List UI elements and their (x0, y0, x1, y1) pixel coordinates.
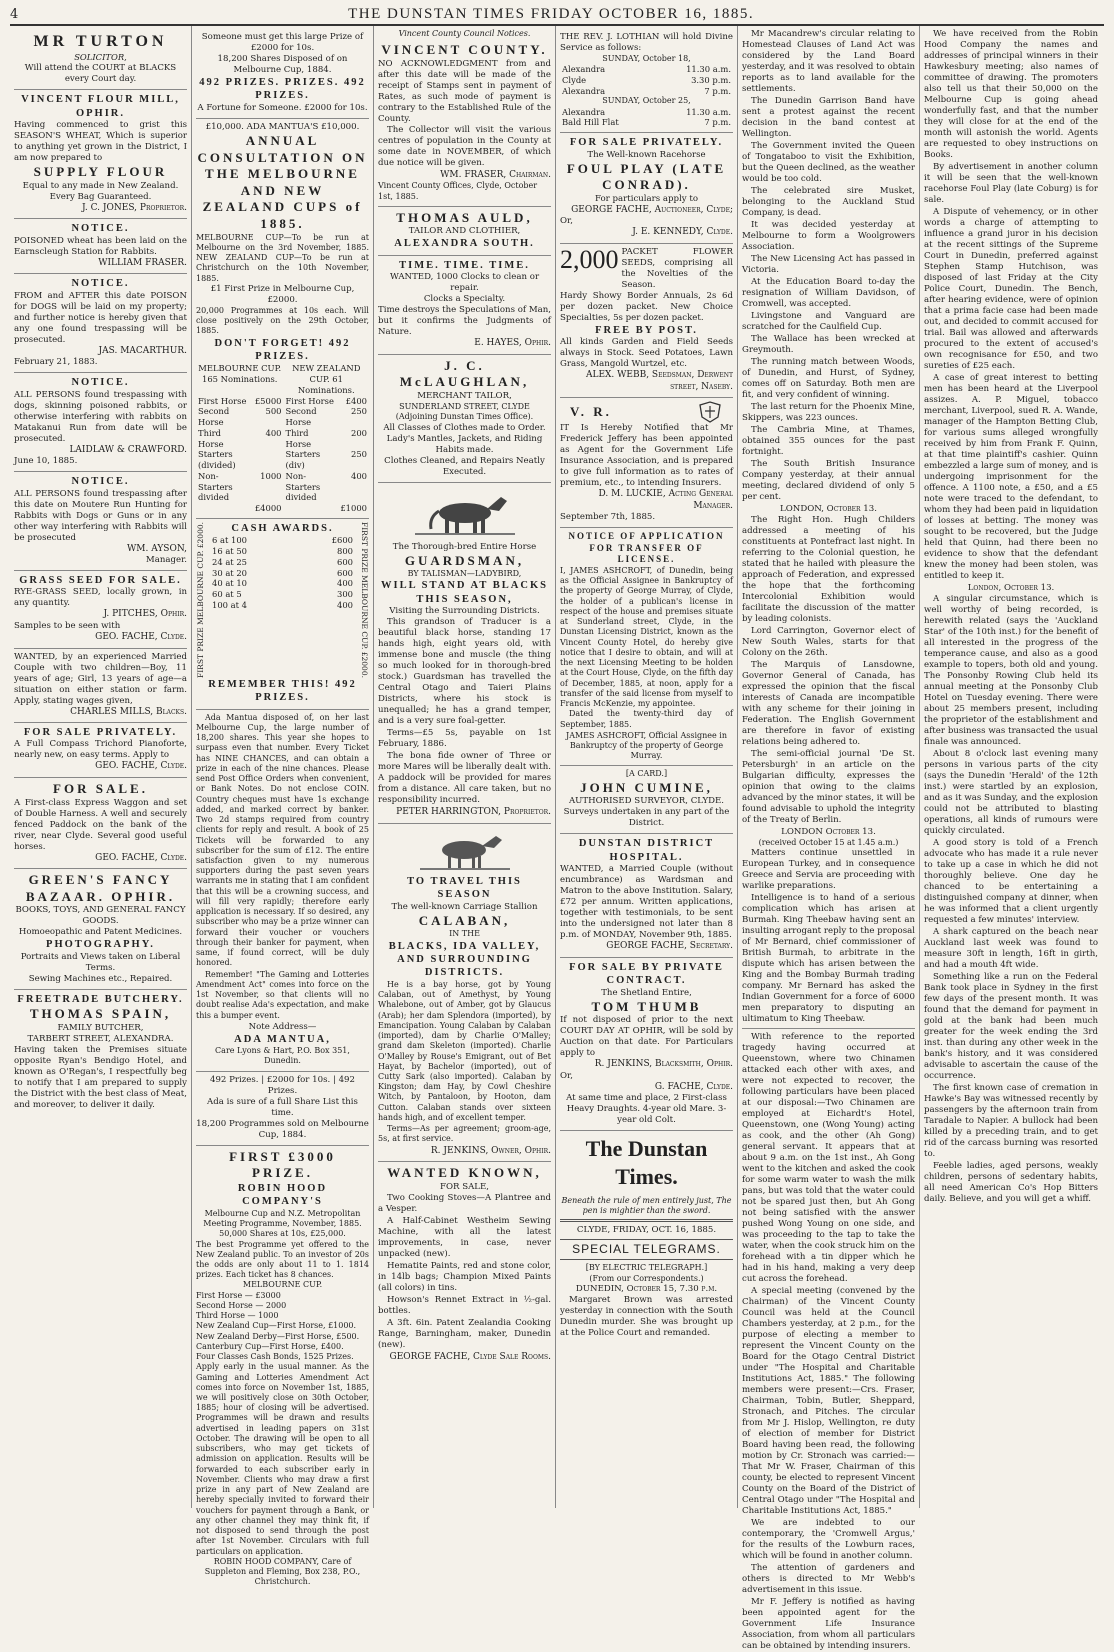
table-row: 16 at 50 800 (212, 546, 353, 557)
ad-body: He is a bay horse, got by Young Calaban, out of Amethyst, by Young Whalebone, out of Amber, got by Glaucus (Arab); her dam Splendora (imported), by Emancipation. Young Calaban by Calaban (imported), dam by Charlie O'Malley; grand dam Skeleton (imported). Charlie O'Malley by Rouse's Emigrant, out of Bet Hayat, by Bachelor (imported), out of Cutty Sark (also imported). Calaban by Kingston; dam Hay, by Cowl Cheshire Witch, by Pantaloon, by Hooton, dam Cutton. Calaban stands over sixteen hands high, and of excellent temper. (378, 979, 551, 1122)
table-row: Third Horse 400 Third Horse 200 (198, 427, 367, 449)
ad-heading: CASH AWARDS. (231, 522, 334, 534)
ad-line: SUNDERLAND STREET, CLYDE (Adjoining Dunstan Times Office). (395, 402, 534, 422)
ad-line: BOOKS, TOYS, AND GENERAL FANCY GOODS. (15, 905, 186, 927)
ad-line: Care Lyons & Hart, P.O. Box 351, Dunedin. (215, 1046, 350, 1066)
ad-turton (14, 29, 187, 90)
news-paragraph: The South British Insurance Company yesterday, at their annual meeting, declared dividend of only 5 per cent. (742, 459, 915, 502)
editorial-head (560, 1131, 733, 1339)
ad-signature: PETER HARRINGTON, Proprietor. (396, 807, 551, 818)
ad-signature: J. PITCHES, Ophir. (103, 609, 187, 620)
table-header: NEW ZEALAND CUP. 61 Nominations. (292, 363, 361, 395)
ad-body: If not disposed of prior to the next COURT DAY AT OPHIR, will be sold by Auction on that date. For Particulars apply to (560, 1015, 733, 1059)
ad-heading: FOR SALE PRIVATELY. (23, 727, 178, 739)
table-row: 100 at 4 400 (212, 599, 353, 610)
ad-body: Having commenced to grist this SEASON'S WHEAT, Which is superior to anything yet grown in the District, I am now prepared to (14, 120, 187, 164)
ad-hospital (560, 834, 733, 957)
news-paragraph: The Marquis of Lansdowne, Governor General of Canada, has expressed the opinion that the fiscal interests of Canada are incompatible with any scheme for their joining in Federation. The English Government are therefore in favor of existing relations being adhered to. (742, 660, 915, 747)
ad-big-number: 2,000 (560, 244, 619, 274)
ad-signature: E. HAYES, Ophir. (474, 338, 551, 349)
ad-subheading: The well-known Carriage Stallion (391, 901, 538, 912)
ad-line: Canterbury Cup—First Horse, £400. (196, 1341, 344, 1351)
ad-subheading: Clocks a Specialty. (423, 294, 506, 305)
ad-signature: WILLIAM FRASER. (98, 257, 187, 268)
ad-signature: J. C. JONES, Proprietor. (81, 202, 187, 213)
ad-heading: V. R. (570, 404, 612, 420)
ad-body: ALL PERSONS found trespassing after this date on Moutere Run Hunting for Rabbits with Dogs or Guns or in any other way interfering with Rabbits will be prosecuted (14, 488, 187, 543)
dateline: London, October 13. (967, 583, 1055, 593)
ad-subheading: FAMILY BUTCHER, (57, 1022, 144, 1033)
ad-body: All kinds Garden and Field Seeds always in Stock. Seed Potatoes, Lawn Grass, Mangold Wurtzel, etc. (560, 337, 733, 370)
ad-heading: CALABAN, (418, 912, 511, 928)
ad-clocks (378, 256, 551, 355)
ad-line: MELBOURNE CUP. (242, 1280, 323, 1290)
ad-date: Vincent County Offices, Clyde, October 1st, 1885. (378, 181, 538, 201)
ad-line: Or, (560, 1070, 573, 1081)
ad-body: WANTED, 1000 Clocks to clean or repair. (389, 272, 540, 294)
list-item: A 3ft. 6in. Patent Zealandia Cooking Range, Barningham, maker, Dunedin (new). (378, 1317, 551, 1350)
column-4 (556, 26, 738, 1508)
ad-heading: THOMAS AULD, (396, 209, 533, 225)
ad-piano-sale (14, 723, 187, 778)
ad-heading: ANNUAL CONSULTATION ON THE MELBOURNE AND NEW ZEALAND CUPS of 1885. (197, 132, 368, 231)
ad-subheading: SUNDAY, October 18, (602, 54, 691, 63)
ad-vincent-county (378, 39, 551, 207)
ad-heading: NOTICE. (71, 223, 130, 235)
list-item: Two Cooking Stoves—A Plantree and a Vesper. (378, 1192, 551, 1214)
ad-line: New Zealand Derby—First Horse, £500. (196, 1331, 360, 1341)
ad-subheading: BY TALISMAN—LADYBIRD, (407, 569, 522, 579)
notice-trespass-matakanui (14, 373, 187, 472)
ad-signature: R. JENKINS, Blacksmith, Ophir. (594, 1059, 733, 1070)
ad-heading: NOTICE OF APPLICATION FOR TRANSFER OF LICENSE. (568, 531, 725, 565)
page-number: 4 (10, 7, 19, 22)
news-paragraph: The running match between Woods, of Dunedin, and Hurst, of Sydney, comes off on Saturday. Both men are fit, and very confident of winning. (742, 357, 915, 400)
ad-signature: ROBIN HOOD COMPANY, Care of Suppleton and Fleming, Box 238, P.O., Christchurch. (204, 1556, 361, 1587)
ad-life-insurance (560, 398, 733, 528)
ad-line: Second Horse — 2000 (196, 1300, 287, 1310)
ad-heading: ROBIN HOOD COMPANY'S (237, 1182, 328, 1208)
news-paragraph: The attention of gardeners and others is directed to Mr Webb's advertisement in this issue. (742, 1563, 915, 1596)
ad-heading: 492 PRIZES. PRIZES. 492 PRIZES. (199, 77, 366, 102)
table-row: 30 at 20 600 (212, 567, 353, 578)
news-paragraph: Something like a run on the Federal Bank took place in Sydney in the first few days of the present month. It was found that the demand for payment in gold at the bank had been much greater for the week ending the 3rd inst. than during any other week in the bank's history, and it was considered advisable to ascertain the cause of the occurrence. (924, 972, 1098, 1081)
notice-poison-wheat (14, 219, 187, 274)
crest-icon (697, 401, 723, 423)
ad-body: Time destroys the Speculations of Man, but it confirms the Judgments of Nature. (378, 305, 552, 338)
ad-tom-thumb (560, 958, 733, 1132)
table-row: First Horse £5000 First Horse £400 (198, 395, 367, 406)
paper-dateline: CLYDE, FRIDAY, OCT. 16, 1885. (576, 1225, 717, 1235)
side-label: FIRST PRIZE MELBOURNE CUP. £2000. (196, 521, 205, 678)
ad-cash-awards (196, 519, 369, 710)
section-subheading: [BY ELECTRIC TELEGRAPH.] (585, 1263, 708, 1273)
news-paragraph: Mr Macandrew's circular relating to Homestead Clauses of Land Act was considered by the Land Board yesterday, and it was resolved to obtain reports as to land available for the settlements. (742, 29, 915, 94)
ad-body: IT Is Hereby Notified that Mr Frederick Jeffery has been appointed as Agent for the Government Life Insurance Association, and is prepared to give full information as to rates of premium, etc., to intending Insurers. (560, 423, 733, 489)
ad-wanted-situation (14, 649, 187, 724)
section-tag: Vincent County Council Notices. (398, 29, 531, 38)
ad-flour-mill (14, 90, 187, 219)
ad-role: Manager. (145, 555, 187, 566)
ad-line: 18,200 Programmes sold on Melbourne Cup, 1884. (196, 1118, 369, 1140)
ad-heading: FREE BY POST. (595, 324, 698, 336)
news-paragraph: About 8 o'clock last evening many persons in various parts of the city (says the Dunedin 'Herald' of the 12th inst.) were startled by an explosion, and as it was Sunday, and the explosion could not be attributed to blasting operations, all kinds of rumours were quickly circulated. (924, 749, 1098, 836)
cash-award-table (210, 535, 355, 610)
ad-heading: WANTED KNOWN, (387, 1165, 542, 1181)
news-paragraph: At the Education Board to-day the resignation of William Davidson, of Cromwell, was accepted. (742, 277, 915, 309)
ad-body: Having taken the Premises situate opposite Ryan's Bendigo Hotel, and known as O'Regan's, I respectfully beg to notify that I am prepared to supply the District with the best class of Meat, and moreover, to deliver it daily. (14, 1044, 187, 1110)
ad-heading: NOTICE. (71, 476, 130, 488)
ad-line: First Horse — £3000 (196, 1290, 281, 1300)
news-paragraph: The Dunedin Garrison Band have sent a protest against the recent decision in the band contest at Wellington. (742, 96, 915, 139)
table-header: MELBOURNE CUP. 165 Nominations. (198, 363, 282, 385)
ad-body: RYE-GRASS SEED, locally grown, in any quantity. (14, 587, 187, 609)
ad-body: Hardy Showy Border Annuals, 2s 6d per dozen packet. New Choice Specialties, 5s per dozen packet. (560, 290, 733, 323)
ad-caption: The Thorough-bred Entire Horse (392, 541, 537, 552)
ad-line: Visiting the Surrounding Districts. (389, 606, 540, 617)
ad-line: IN THE (449, 929, 480, 939)
service-table (560, 64, 733, 96)
table-row: 60 at 5 300 (212, 589, 353, 600)
news-paragraph: It was decided yesterday at Melbourne to form a Woolgrowers Association. (742, 220, 915, 252)
ad-body: Surveys undertaken in any part of the District. (563, 807, 730, 829)
news-paragraph: We are indebted to our contemporary, the 'Cromwell Argus,' for the results of the Lowburn races, which will be found in another column. (742, 1518, 915, 1562)
ad-subheading: AUTHORISED SURVEYOR, CLYDE. (568, 796, 725, 807)
news-paragraph: Lord Carrington, Governor elect of New South Wales, starts for that Colony on the 26th. (742, 626, 915, 658)
ad-foul-play (560, 133, 733, 244)
ad-heading: FOR SALE. (53, 780, 148, 796)
ad-heading: ALEXANDRA SOUTH. (394, 238, 535, 250)
ad-body: The best Programme yet offered to the New Zealand public. To an investor of 20s the odds are only about 11 to 1. 1814 prizes. Each ticket has 8 chances. (196, 1239, 369, 1280)
ad-flower-seeds (560, 244, 733, 398)
ad-line: £1 First Prize in Melbourne Cup, £2000. (210, 283, 355, 305)
news-paragraph: A special meeting (convened by the Chairman) of the Vincent County Council was held at the Council Chambers yesterday, at 2 p.m., for the purpose of electing a member to represent the Vincent County on the Board for the Otago Central District under "The Hospital and Charitable Institutions Act, 1885." The following members were present:—Crs. Fraser, Chairman, Tobin, Butler, Sheppard, Stronach, and Pitches. The circular from Mr J. Hislop, Wellington, re duty of election of member for District Board having been read, the following motion by Cr. Stronach was carried:—That Mr W. Fraser, Chairman of this county, be elected to represent Vincent County on the Board of the District of Central Otago under "The Hospital and Charitable Institutions Act, 1885." (742, 1286, 915, 1517)
news-paragraph: A shark captured on the beach near Auckland last week was found to measure 30ft in length, 16ft in girth, and had a mouth 4ft wide. (924, 927, 1098, 970)
ad-body: MELBOURNE CUP—To be run at Melbourne on the 3rd November, 1885. NEW ZEALAND CUP—To be run at Christchurch on the 10th November, 1885. (196, 232, 369, 283)
ad-body: Will attend the COURT at BLACKS every Court day. (24, 63, 177, 85)
ad-heading: THE REV. J. LOTHIAN will hold Divine Service as follows: (560, 32, 733, 53)
ad-wanted-known (378, 1162, 551, 1367)
ad-line: Homoeopathic and Patent Medicines. (18, 927, 183, 938)
ad-subheading: The Well-known Racehorse (587, 149, 706, 160)
ad-heading: TIME. TIME. TIME. (399, 259, 530, 271)
table-row: 40 at 10 400 (212, 578, 353, 589)
paper-motto: Beneath the rule of men entirely just, The pen is mightier than the sword. (561, 1195, 732, 1215)
ad-signature: R. JENKINS, Owner, Ophir. (430, 1145, 551, 1156)
ad-heading: NOTICE. (71, 278, 130, 290)
news-paragraph: Intelligence is to hand of a serious complication which has arisen at Burmah. King Theebaw having sent an insulting arrogant reply to the proposal of Mr Bernard, chief commissioner of British Burmah, to arbitrate in the dispute which has arisen between the King and the Bombay Burmah trading company. Mr Bernard has asked the Indian Government for a force of 6000 men preparatory to disputing an ultimatum to King Theebaw. (742, 893, 915, 1025)
ad-signature: GEO. FACHE, Clyde. (95, 761, 187, 772)
ad-heading: SUPPLY FLOUR (33, 164, 168, 180)
ad-line: A Fortune for Someone. £2000 for 10s. (197, 102, 368, 113)
table-total: £4000 (254, 503, 282, 514)
ad-date: June 10, 1885. (14, 456, 78, 467)
table-row: Non-Starters divided 1000 Non-Starters divided 400 (198, 470, 367, 503)
list-item: Howson's Rennet Extract in ½-gal. bottles. (378, 1294, 551, 1316)
table-row: Alexandra 7 p.m. (562, 85, 731, 96)
ad-heading: THOMAS SPAIN, (29, 1006, 172, 1022)
ad-butchery (14, 990, 187, 1115)
ad-subheading: TAILOR AND CLOTHIER, (408, 226, 521, 237)
service-table (560, 107, 733, 129)
ad-body: FROM and AFTER this date POISON for DOGS will be laid on my property; and further notice is hereby given that any one found trespassing will be prosecuted. (14, 290, 187, 345)
ad-line: Lady's Mantles, Jackets, and Riding Habits made. (386, 433, 543, 455)
news-paragraph: The Cambria Mine, at Thames, obtained 355 ounces for the past fortnight. (742, 425, 915, 457)
ad-greens-bazaar (14, 869, 187, 990)
ad-heading: MR TURTON (33, 33, 168, 50)
ad-line: Or, (560, 216, 573, 227)
cup-prize-table (196, 363, 369, 514)
ad-heading: PACKET FLOWER SEEDS, comprising all the Novelties of the Season. (621, 246, 733, 290)
ad-body: At same time and place, 2 First-class Heavy Draughts. 4-year old Mare. 3-year old Colt. (566, 1093, 727, 1126)
ad-signature: WM. AYSON, (127, 543, 187, 554)
news-paragraph: Mr F. Jeffery is notified as having been appointed agent for the Government Life Insurance Association, from whom all particulars can be obtained by intending insurers. (742, 1597, 915, 1652)
news-paragraph: A case of great interest to betting men has been heard at the Liverpool assizes. A. P. Miguel, tobacco merchant, Liverpool, sued R. A. Wande, manager of the Hampton Betting Club, for various sums alleged wrongfully received by him from Frank F. Quinn, at that time plaintiff's cashier. Quinn embezzled a large sum of money, and is undergoing imprisonment for the offence. A 1100 note, a £50, and a £5 note were traced to the defendant, to whom they had been paid in liquidation of losses at betting. The money was sought to be recovered, but the Judge held that Quinn, had there been no evidence to show that the defendant knew the money had been stolen, was entitled to keep it. (924, 373, 1098, 581)
dateline: LONDON October 13. (781, 827, 876, 837)
ad-grass-seed (14, 571, 187, 648)
news-paragraph: The celebrated sire Musket, belonging to the Auckland Stud Company, is dead. (742, 186, 915, 218)
ad-signature: JAMES ASHCROFT, Official Assignee in Bankruptcy of the property of George Murray. (565, 730, 728, 761)
ad-body: POISONED wheat has been laid on the Earnscleugh Station for Rabbits. (14, 235, 187, 257)
ad-signature: LAIDLAW & CRAWFORD. (69, 444, 187, 455)
news-paragraph: Margaret Brown was arrested yesterday in connection with the South Dunedin murder. She was brought up at the Police Court and remanded. (560, 1294, 733, 1338)
ad-heading: FOR SALE PRIVATELY. (569, 137, 724, 149)
ad-heading: TO TRAVEL THIS SEASON (407, 875, 522, 901)
ad-subheading: FOR SALE, (439, 1181, 489, 1192)
section-subheading: (From our Correspondents.) (589, 1273, 704, 1283)
ad-signature: GEORGE FACHE, Secretary. (606, 941, 733, 952)
ad-body: Remember! "The Gaming and Lotteries Amendment Act" comes into force on the 1st November, so that clients will no doubt realise Ada's expectation, and make this a bumper event. (196, 969, 369, 1020)
ad-calaban (378, 824, 551, 1162)
ad-body: Terms—£5 5s, payable on 1st February, 1886. (378, 728, 551, 750)
ad-subheading: MERCHANT TAILOR, (417, 391, 512, 402)
news-paragraph: The Wallace has been wrecked at Greymouth. (742, 334, 915, 355)
news-paragraph: The first known case of cremation in Hawke's Bay was witnessed recently by passengers by the afternoon train from Taradale to Napier. A bullock had been killed by a preceding train, and to get rid of the carcass burning was resorted to. (924, 1083, 1098, 1159)
column-5 (738, 26, 920, 1652)
news-paragraph: The last return for the Phoenix Mine, Skippers, was 223 ounces. (742, 402, 915, 423)
ad-signature: ALEX. WEBB, Seedsman, Derwent street, Naseby. (585, 370, 733, 392)
ad-body: WANTED, by an experienced Married Couple with two children—Boy, 11 years of age; Girl, 13 years of age—a situation on either station or farm. Apply, stating wages given, (14, 651, 187, 706)
list-item: Hematite Paints, red and stone color, in 14lb bags; Champion Mixed Paints (all colors) in tins. (378, 1260, 551, 1293)
ad-line: Four Classes Cash Bonds, 1525 Prizes. (196, 1352, 354, 1362)
ad-heading: WILL STAND AT BLACKS THIS SEASON, (381, 580, 548, 605)
table-row: Bald Hill Flat 7 p.m. (562, 117, 731, 128)
ad-line: Third Horse — 1000 (196, 1311, 279, 1321)
ad-heading: REMEMBER THIS! 492 PRIZES. (208, 678, 357, 704)
ad-line: All Classes of Clothes made to Order. (383, 422, 546, 433)
table-row: Second Horse 500 Second Horse 250 (198, 406, 367, 428)
ad-heading: DUNSTAN DISTRICT HOSPITAL. (578, 838, 715, 863)
ad-signature: GEORGE FACHE, Clyde Sale Rooms. (389, 1351, 551, 1362)
ad-signature: G. FACHE, Clyde. (654, 1081, 733, 1092)
ad-line: Sewing Machines etc., Repaired. (28, 973, 173, 984)
table-row: Starters (divided) Starters (div) 250 (198, 449, 367, 471)
masthead-title: THE DUNSTAN TIMES FRIDAY OCTOBER 16, 1885. (348, 6, 755, 22)
ad-line: 492 Prizes. | £2000 for 10s. | 492 Prizes. (210, 1074, 355, 1096)
ad-line: 18,200 Shares Disposed of on Melbourne Cup, 1884. (217, 54, 348, 75)
ad-body: A First-class Express Waggon and set of Double Harness. A well and securely fenced Paddock on the bank of the river, near Clyde. Several good useful horses. (14, 797, 187, 852)
ad-heading: VINCENT FLOUR MILL, OPHIR. (21, 94, 180, 119)
news-paragraph: The Government invited the Queen of Tongataboo to visit the Exhibition, but the Queen declined, as the weather would be too cold. (742, 141, 915, 184)
ad-body: WANTED, a Married Couple (without encumbrance) as Wardsman and Matron to the above Institution. Salary, £72 per annum. Written applications, together with testimonials, to be sent into the undersigned not later than 8 p.m. of MONDAY, November 9th, 1885. (560, 864, 733, 941)
notice-license-transfer (560, 528, 733, 766)
ad-robin-hood (196, 1146, 369, 1592)
ad-heading: GRASS SEED FOR SALE. (19, 575, 182, 587)
ad-body: Terms—As per agreement; groom-age, 5s, at first service. (378, 1124, 551, 1144)
dateline: LONDON, October 13. (780, 504, 877, 514)
news-paragraph: Feeble ladies, aged persons, weakly children, persons of sedentary habits, all need American Co's Hop Bitters daily. Believe, and you will get a whiff. (924, 1161, 1098, 1204)
ad-date: September 7th, 1885. (560, 512, 656, 523)
ad-line: For particulars apply to (595, 193, 698, 204)
ad-signature: WM. FRASER, Chairman. (440, 169, 551, 180)
ad-line: £10,000. ADA MANTUA'S £10,000. (205, 121, 360, 132)
ad-mantua-details (196, 710, 369, 1072)
ad-waggon-sale (14, 778, 187, 869)
ad-signature: J. E. KENNEDY, Clyde. (632, 227, 733, 238)
ad-body: Every Bag Guaranteed. (49, 191, 152, 202)
ad-body: I, JAMES ASHCROFT, of Dunedin, being as the Official Assignee in Bankruptcy of the property of George Murray, of Clyde, the holder of a publican's license in respect of the house and premises situate at Sunderland street, Clyde, in the Dunstan Licensing District, known as the Vincent County Hotel, do hereby give notice that I desire to obtain, and will at the next Licensing Meeting to be holden at the Court House, Clyde, on the fifth day of December, 1885, at noon, apply for a transfer of the said license from myself to Francis McKenzie, my appointee. (560, 565, 733, 709)
news-paragraph: The Right Hon. Hugh Childers addressed a meeting of his constituents at Pontefract last night. In referring to the Colonial question, he stated that he hailed with pleasure the approach of Federation, and expressed the hope that the forthcoming Intercolonial Exhibition would facilitate the discussion of the matter by leading colonists. (742, 515, 915, 624)
ad-body: The bona fide owner of Three or more Mares will be liberally dealt with. A paddock will be provided for mares from a distance. All care taken, but no responsibility incurred. (378, 751, 551, 806)
ad-heading: FIRST £3000 PRIZE. (229, 1148, 336, 1181)
ad-body: 20,000 Programmes at 10s each. Will close positively on the 29th October, 1885. (196, 305, 369, 336)
news-paragraph: A good story is told of a French advocate who has made it a rule never to take up a case in which he did not thoroughly believe. One day he chanced to be entertaining a distinguished company at dinner, when he was informed that a client urgently requested a few minutes' interview. (924, 838, 1098, 925)
ad-thomas-auld (378, 207, 551, 256)
news-paragraph: Livingstone and Vanguard are scratched for the Caulfield Cup. (742, 311, 915, 332)
news-paragraph: A singular circumstance, which is well worthy of being recorded, is herewith related (says the 'Auckland Star' of the 10th inst.) for the benefit of all interested in the progress of the temperance cause, and also as a good example to topers, both old and young. The Ponsonby Rowing Club held its annual meeting at the Ponsonby Club Hotel on Tuesday evening. There were about 25 members present, including the proprietor of the establishment and after business was transacted the usual finale was announced. (924, 594, 1098, 747)
horse-illustration (420, 830, 510, 872)
ad-signature: D. M. LUCKIE, Acting General Manager. (598, 489, 733, 511)
ad-line: Ada is sure of a full Share List this time. (207, 1096, 358, 1118)
list-item: A Half-Cabinet Westheim Sewing Machine, with all the latest improvements, in case, never unpacked (new). (378, 1215, 551, 1259)
paper-nameplate: The Dunstan Times. (585, 1136, 708, 1190)
ad-line: Note Address— (248, 1021, 317, 1032)
ad-subheading: Melbourne Cup and N.Z. Metropolitan Meeting Programme, November, 1885. 50,000 Shares at 10s, £25,000. (203, 1208, 362, 1239)
column-2 (192, 26, 374, 1587)
dateline: (received October 15 at 1.45 a.m.) (758, 838, 899, 847)
ad-mantua-consultation (196, 119, 369, 519)
ad-signature: GEORGE FACHE, Auctioneer, Clyde; (571, 204, 733, 215)
column-6 (920, 26, 1102, 1508)
ad-line: New Zealand Cup—First Horse, £1000. (196, 1321, 357, 1331)
ad-subheading: The Shetland Entire, (601, 987, 692, 998)
side-label: FIRST PRIZE MELBOURNE CUP. £2000. (360, 521, 369, 678)
ad-heading: NOTICE. (71, 377, 130, 389)
horse-illustration (415, 489, 515, 539)
masthead (10, 2, 1104, 26)
ad-signature: GEO. FACHE, Clyde. (95, 852, 187, 863)
ad-date: Dated the twenty-third day of September, 1885. (560, 709, 733, 729)
table-row: Alexandra 11.30 a.m. (562, 106, 731, 117)
ad-heading: BLACKS, IDA VALLEY, AND SURROUNDING DISTRICTS. (388, 940, 541, 979)
ad-mantua-top (196, 29, 369, 119)
table-row: 6 at 100 £600 (212, 535, 353, 546)
news-paragraph: Matters continue unsettled in European Turkey, and in consequence Greece and Servia are proceeding with warlike preparations. (742, 848, 915, 892)
ad-signature: GEO. FACHE, Clyde. (95, 632, 187, 642)
ad-body: Samples to be seen with (14, 621, 121, 631)
notice-poison-dogs (14, 274, 187, 373)
ad-line: Portraits and Views taken on Liberal Terms. (20, 951, 181, 973)
ad-heading: DON'T FORGET! 492 PRIZES. (214, 337, 351, 362)
column-1 (10, 26, 192, 1508)
section-heading: SPECIAL TELEGRAMS. (560, 1239, 733, 1260)
ad-heading: FREETRADE BUTCHERY. (17, 993, 184, 1005)
news-paragraph: By advertisement in another column it will be seen that the well-known racehorse Foul Play (late Coburg) is for sale. (924, 162, 1098, 205)
ad-john-cumine (560, 766, 733, 834)
ad-lothian-service (560, 29, 733, 133)
ad-line: PHOTOGRAPHY. (46, 939, 155, 951)
table-total: £1000 (340, 503, 367, 514)
ad-tag: [A CARD.] (625, 769, 668, 779)
ad-heading: GREEN'S FANCY BAZAAR. OPHIR. (25, 872, 176, 904)
table-row: Clyde 3.30 p.m. (562, 74, 731, 85)
ad-line: Someone must get this large Prize of £2000 for 10s. (201, 32, 364, 53)
column-3 (374, 26, 556, 1508)
ad-heading: GUARDSMAN, (404, 552, 525, 568)
ad-subheading: SUNDAY, October 25, (602, 96, 691, 106)
news-paragraph: With reference to the reported tragedy having occurred at Queenstown, where two Chinamen attacked each other with axes, and were not expected to recover, the following particulars have been placed at our disposal:—Two Chinamen are employed at Eichardt's Hotel, Queenstown, one (Wong Young) acting as cook, and the other (Ah Gong) general servant. It appears that at about 9 a.m. on the 1st inst., Ah Gong went to the kitchen and asked the cook for some warm water to wash the milk pans, but was told that the water could not be spared just then, but Ah Gong not being satisfied with the answer pushed Wong Young on one side, and was proceeding to the tap to take the water, when the cook struck him on the forehead with a tin dipper which he had in his hand, making a very deep cut across the forehead. (742, 1032, 915, 1285)
dateline: DUNEDIN, October 15, 7.30 p.m. (575, 1283, 718, 1294)
ad-heading: FOR SALE BY PRIVATE CONTRACT. (569, 961, 724, 987)
ad-heading: ADA MANTUA, (234, 1033, 331, 1045)
ad-body: ALL PERSONS found trespassing with dogs, skinning poisoned rabbits, or otherwise interfering with rabbits on Matakanui Run from date will be prosecuted. (14, 389, 187, 444)
news-paragraph: A Dispute of vehemency, or in other words a charge of attempting to influence a grand juror in his decision at the recent sittings of the Supreme Court in Dunedin, preferred against Stephen Stamp Hutchison, was disposed of last Friday at the City Police Court, Dunedin. The Bench, after hearing evidence, were of opinion that a prima facie case had been made out, and decided to commit accused for trial. Bail was allowed and afterwards procured to the extent of accused's own recognisance for £50, and two sureties of £25 each. (924, 207, 1098, 371)
ad-mclaughlan (378, 355, 551, 483)
notice-trespass-moutere (14, 472, 187, 571)
ad-signature: JAS. MACARTHUR. (98, 345, 187, 356)
table-row: 24 at 25 600 (212, 556, 353, 567)
ad-body: The Collector will visit the various centres of population in the County at some date in NOVEMBER, of which due notice will be given. (378, 124, 551, 168)
news-paragraph: The New Licensing Act has passed in Victoria. (742, 254, 915, 275)
ad-body: NO ACKNOWLEDGMENT from and after this date will be made of the receipt of Stamps sent in payment of Rates, as such mode of payment is contrary to the Established Rule of the County. (378, 58, 551, 124)
ad-body: Ada Mantua disposed of, on her last Melbourne Cup, the large number of 18,200 shares. This year she hopes to surpass even that number. Every Ticket has NINE CHANCES, and can obtain a prize in each of the nine chances. Please send Post Office Orders when convenient, or Bank Notes. Do not enclose COIN. Country cheques must have 1s exchange added, and marked correct by banker. Two 2d stamps required from country clients for reply and result. A book of 25 Tickets will be forwarded to any subscriber for the sum of £12. The entire satisfaction given to my numerous supporters during the past seven years warrants me in stating that I am confident that this will be a crowning success, and will fill very rapidly; therefore early application is necessary. If so desired, any subscriber who may be a prize winner can forward their voucher or vouchers through their banker for payment, when same, if found correct, will be duly honored. (196, 712, 369, 968)
ad-body: Equal to any made in New Zealand. (22, 180, 179, 191)
ad-body: This grandson of Traducer is a beautiful black horse, standing 17 hands high, eight years old, with immense bone and muscle (the thing so much looked for in thorough-bred stock.) Guardsman has travelled the Central Otago and Taieri Plains Districts, where his stock is unequalled; he has a grand temper, and is a very sure foal-getter. (378, 617, 551, 727)
ad-mantua-footer (196, 1072, 369, 1146)
ad-subheading: TARBERT STREET, ALEXANDRA. (27, 1033, 174, 1044)
table-row: Alexandra 11.30 a.m. (562, 64, 731, 75)
ad-line: Clothes Cleaned, and Repairs Neatly Executed. (384, 455, 545, 477)
ad-body: Apply early in the usual manner. As the Gaming and Lotteries Amendment Act comes into force on November 1st, 1885, we will positively close on 30th October, 1885; hour of closing will be advertised. Programmes will be drawn and results advertised in leading papers on 31st October. The drawing will be open to all subscribers, who may get tickets of admission on application. Results will be forwarded to each subscriber early in November. Clients who may draw a first prize in any part of New Zealand are hereby specially invited to forward their vouchers for payment through a Bank, or any other channel they may think fit, if not disposed to send through the post after 1st November. Circulars with full particulars on application. (196, 1362, 369, 1556)
ad-heading: JOHN CUMINE, (580, 779, 713, 795)
news-paragraph: The semi-official journal 'De St. Petersburgh' in an article on the Bulgarian difficulty, expresses the opinion that owing to the claims advanced by the minor states, it will be found advisable to uphold the integrity of the Treaty of Berlin. (742, 749, 915, 825)
ad-body: A Full Compass Trichord Pianoforte, nearly new, on easy terms. Apply to (14, 739, 187, 761)
ad-date: February 21, 1883. (14, 357, 98, 368)
ad-signature: CHARLES MILLS, Blacks. (70, 706, 187, 717)
ad-heading: FOUL PLAY (LATE CONRAD). (566, 160, 727, 193)
ad-heading: J. C. McLAUGHLAN, (399, 357, 530, 390)
ad-heading: TOM THUMB (591, 998, 702, 1014)
ad-guardsman (378, 483, 551, 824)
ad-heading: VINCENT COUNTY. (381, 42, 548, 58)
ad-subheading: SOLICITOR, (74, 52, 127, 63)
news-paragraph: We have received from the Robin Hood Company the names and addresses of principal winners in their Hawkesbury meeting; also names of committee of drawing. The promoters also tell us that their 50,000 on the Melbourne Cup is going ahead wonderfully fast, and that the number they will close for at the end of the month will astonish the world. Agents are requested to obey instructions on Books. (924, 29, 1098, 160)
